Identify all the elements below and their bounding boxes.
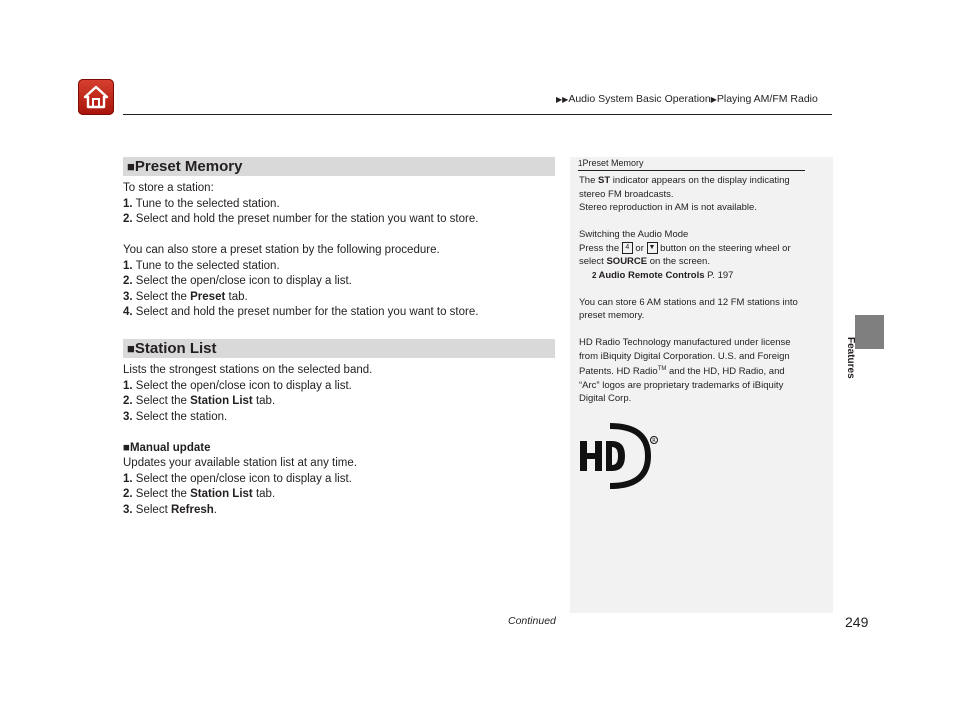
preset-intro: To store a station:	[123, 182, 214, 194]
breadcrumb-part1[interactable]: Audio System Basic Operation	[568, 93, 711, 105]
step-item: 2. Select the open/close icon to display a list.	[123, 275, 352, 287]
svg-text:R: R	[652, 438, 656, 444]
section-title: Preset Memory	[134, 158, 243, 175]
step-item: 3. Select Refresh.	[123, 503, 217, 516]
step-item: 1. Tune to the selected station.	[123, 197, 280, 210]
step-item: 1. Tune to the selected station.	[123, 259, 280, 272]
chapter-tab-block	[855, 315, 884, 349]
step-item: 1. Select the open/close icon to display a list.	[123, 379, 352, 392]
step-item: 3. Select the station.	[123, 410, 228, 423]
square-bullet-icon: ■	[127, 159, 135, 174]
section-heading-preset-memory	[123, 157, 555, 176]
chapter-tab-label: Features	[845, 337, 856, 379]
station-list-intro: Lists the strongest stations on the selected band.	[123, 364, 373, 376]
manual-update-intro: Updates your available station list at any time.	[123, 457, 357, 469]
breadcrumb-arrow-icon: ▶	[710, 95, 717, 104]
page-number: 249	[845, 614, 869, 630]
note-icon: 1	[578, 159, 583, 168]
square-bullet-icon: ■	[123, 441, 130, 454]
sidebar-text: The ST indicator appears on the display indicating stereo FM broadcasts. Stereo reproduction in AM is not available. Switching the Audio Mode Press the 4 or ▼ button on the steering wheel or select SOURCE on the screen. 2 Audio Remote Controls P. 197 You can store 6 AM stations and 12 FM stations into preset memory. HD Radio Technology manufactured under license from iBiquity Digital Corporation. U.S. and Foreign Patents. HD Radio™ and the HD, HD Radio, and “Arc” logos are proprietary trademarks of iBiquity Digital Corp.	[579, 175, 798, 405]
preset-also: You can also store a preset station by the following procedure.	[123, 244, 440, 256]
home-button[interactable]	[78, 79, 114, 115]
station-list-text-block	[123, 363, 372, 518]
breadcrumb-part2[interactable]: Playing AM/FM Radio	[716, 93, 818, 105]
preset-text-block	[123, 181, 478, 321]
step-item: 1. Select the open/close icon to display a list.	[123, 472, 352, 485]
sidebar-heading: 1Preset Memory	[578, 158, 644, 168]
step-item: 4. Select and hold the preset number for the station you want to store.	[123, 306, 479, 318]
step-item: 2. Select and hold the preset number for the station you want to store.	[123, 213, 479, 225]
step-item: 3. Select the Preset tab.	[123, 290, 248, 303]
home-icon	[78, 79, 114, 115]
section-title: Station List	[134, 340, 217, 357]
sidebar-rule	[578, 170, 805, 171]
section-heading-station-list	[123, 339, 555, 358]
step-item: 2. Select the Station List tab.	[123, 488, 276, 500]
breadcrumb-arrow-icon: ▶▶	[556, 95, 569, 104]
step-item: 2. Select the Station List tab.	[123, 395, 276, 407]
steering-up-button-icon: 4	[622, 242, 633, 254]
steering-down-button-icon: ▼	[647, 242, 658, 254]
hd-radio-logo	[580, 416, 660, 492]
breadcrumb	[556, 93, 818, 105]
continued-label: Continued	[508, 615, 556, 627]
square-bullet-icon: ■	[127, 341, 135, 356]
manual-update-heading: ■Manual update	[123, 441, 211, 454]
header-rule	[123, 114, 832, 115]
cross-reference-link[interactable]: 2 Audio Remote Controls P. 197	[592, 269, 734, 281]
reference-arrow-icon: 2	[592, 270, 597, 280]
